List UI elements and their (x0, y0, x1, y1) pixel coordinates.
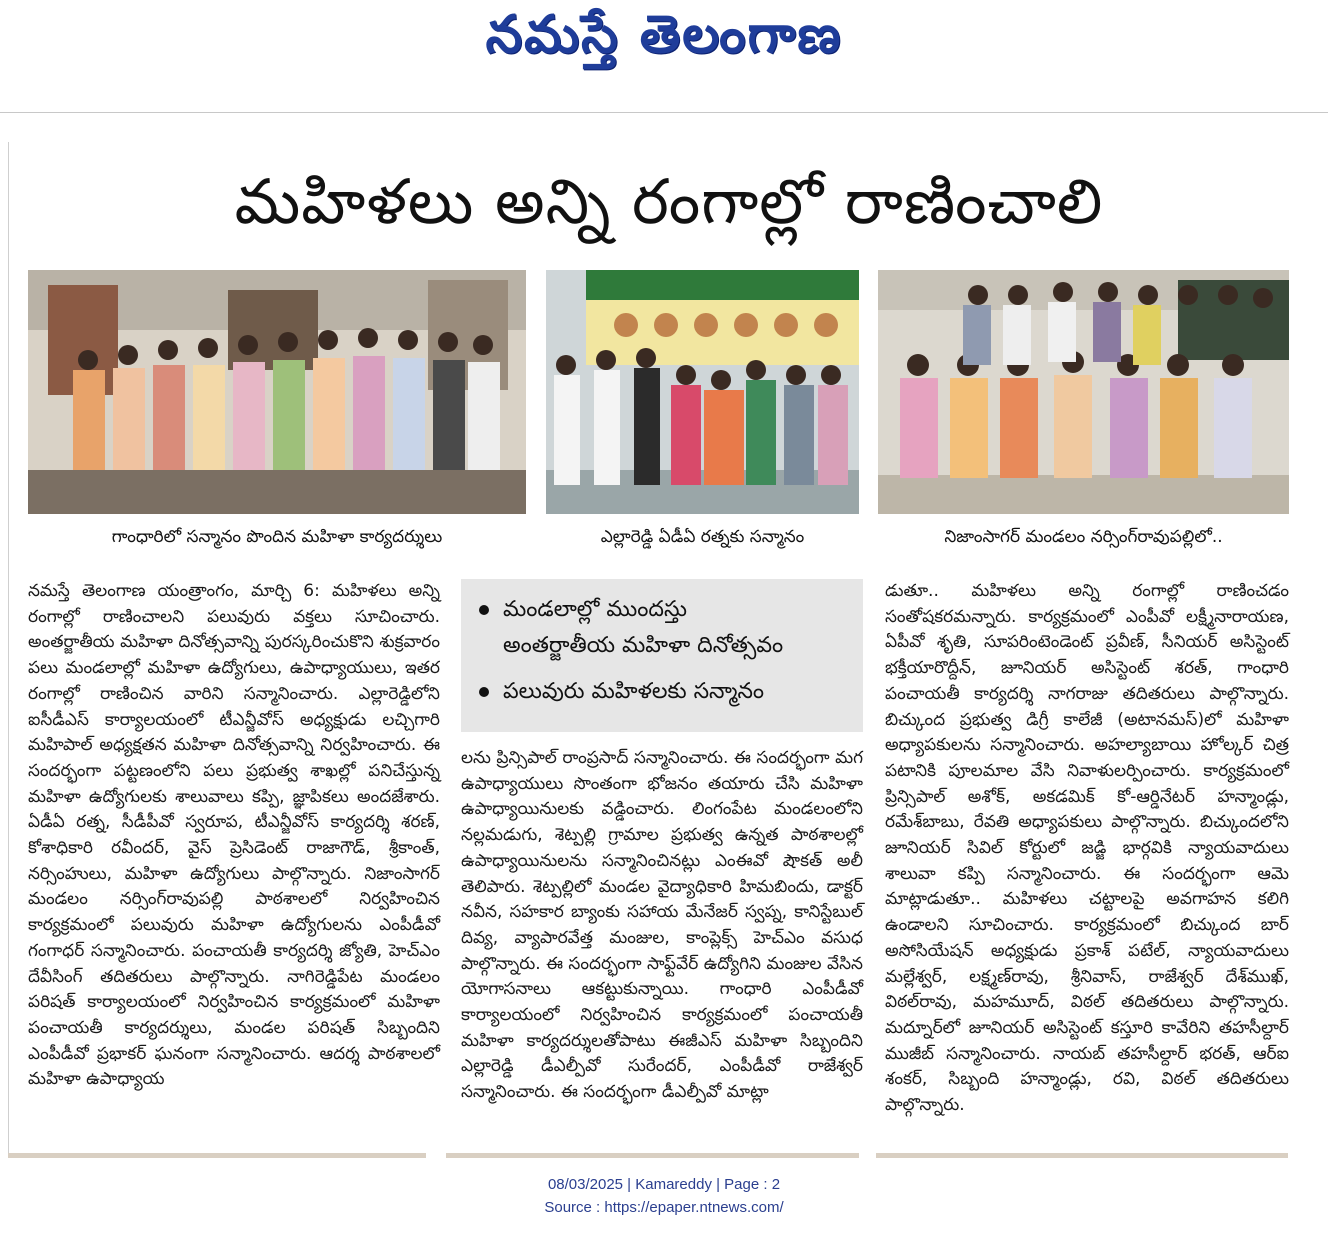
article-column-1: నమస్తే తెలంగాణ యంత్రాంగం, మార్చి 6: మహిళలు అన్ని రంగాల్లో రాణించాలని పలువురు వక్తలు సూచించారు. అంతర్జాతీయ మహిళా దినోత్సవాన్ని పురస్కరించుకొని శుక్రవారం పలు మండలాల్లో మహిళా ఉద్యోగులు, ఉపాధ్యాయులు, ఇతర రంగాల్లో రాణించిన వారిని సన్మానించారు. ఎల్లారెడ్డిలోని ఐసీడీఎస్ కార్యాలయంలో టీఎన్జీవోస్ అధ్యక్షుడు లచ్చిగారి మహిపాల్ అధ్యక్షతన మహిళా దినోత్సవాన్ని నిర్వహించారు. ఈ సందర్భంగా పట్టణంలోని పలు ప్రభుత్వ శాఖల్లో పనిచేస్తున్న మహిళా ఉద్యోగులకు శాలువాలు కప్పి, జ్ఞాపికలు అందజేశారు. ఏడీఏ రత్న, సీడీపీవో స్వరూప, టీఎన్జీవోస్ కార్యదర్శి శరణ్, కోశాధికారి రవీందర్, వైస్ ప్రెసిడెంట్ రాజాగౌడ్, శ్రీకాంత్, నర్సింహులు, మహిళా ఉద్యోగులు పాల్గొన్నారు. నిజాంసాగర్ మండలం నర్సింగ్‌రావుపల్లి పాఠశాలలో నిర్వహించిన కార్యక్రమంలో పలువురు మహిళా ఉద్యోగులను ఎంపీడీవో గంగాధర్ సన్మానించారు. పంచాయతీ కార్యదర్శి జ్యోతి, హెచ్ఎం దేవీసింగ్ తదితరులు పాల్గొన్నారు. నాగిరెడ్డిపేట మండలం పరిషత్ కార్యాలయంలో నిర్వహించిన కార్యక్రమంలో మహిళా పంచాయతీ కార్యదర్శులు, మండల పరిషత్ సిబ్బందిని ఎంపీడీవో ప్రభాకర్ ఘనంగా సన్మానించారు. ఆదర్శ పాఠశాలలో మహిళా ఉపాధ్యాయ (28, 581, 440, 1090)
highlight-box (461, 579, 863, 732)
divider (8, 1153, 426, 1158)
highlight-item: మండలాల్లో ముందస్తు (479, 593, 687, 627)
highlight-item: పలువురు మహిళలకు సన్మానం (479, 675, 764, 709)
footer-source-link[interactable]: Source : https://epaper.ntnews.com/ (544, 1199, 784, 1216)
bullet-icon (479, 605, 489, 615)
photo-caption: గాంధారిలో సన్మానం పొందిన మహిళా కార్యదర్శులు (111, 527, 443, 547)
photo-caption: ఎల్లారెడ్డి ఏడీఏ రత్నకు సన్మానం (600, 527, 805, 547)
article-headline: మహిళలు అన్ని రంగాల్లో రాణించాలి (234, 165, 1104, 238)
highlight-item-continuation: అంతర్జాతీయ మహిళా దినోత్సవం (503, 633, 784, 658)
divider (876, 1153, 1288, 1158)
photo-gandhari-group (28, 270, 526, 514)
photo-yellareddy-felicitation (546, 270, 859, 514)
newspaper-logo: నమస్తే తెలంగాణ (485, 4, 843, 65)
photo-nizamsagar-group (878, 270, 1289, 514)
footer-date-edition: 08/03/2025 | Kamareddy | Page : 2 (547, 1176, 781, 1193)
article-column-2: లను ప్రిన్సిపాల్ రాంప్రసాద్ సన్మానించారు. ఈ సందర్భంగా మగ ఉపాధ్యాయులు సొంతంగా భోజనం తయారు చేసి మహిళా ఉపాధ్యాయినులకు వడ్డించారు. లింగంపేట మండలంలోని నల్లమడుగు, శెట్పల్లి గ్రామాల ప్రభుత్వ ఉన్నత పాఠశాలల్లో ఉపాధ్యాయినులను సన్మానించినట్లు ఎంఈవో షౌకత్ అలీ తెలిపారు. శెట్పల్లిలో మండల వైద్యాధికారి హిమబిందు, డాక్టర్ నవీన, సహకార బ్యాంకు సహాయ మేనేజర్ స్వప్న, కానిస్టేబుల్ దివ్య, వ్యాపారవేత్త మంజుల, కాంప్లెక్స్ హెచ్ఎం వసుధ పాల్గొన్నారు. ఈ సందర్భంగా సాఫ్ట్‌వేర్ ఉద్యోగిని మంజుల వేసిన యోగాసనాలు ఆకట్టుకున్నాయి. గాంధారి ఎంపీడీవో కార్యాలయంలో నిర్వహించిన కార్యక్రమంలో పంచాయతీ మహిళా కార్యదర్శులతోపాటు ఈజీఎస్ మహిళా సిబ్బందిని ఎల్లారెడ్డి డీఎల్పీవో సురేందర్, ఎంపీడీవో రాజేశ్వర్ సన్మానించారు. ఈ సందర్భంగా డీఎల్పీవో మాట్లా (461, 748, 863, 1103)
masthead (0, 0, 1328, 113)
article-column-3: డుతూ.. మహిళలు అన్ని రంగాల్లో రాణించడం సంతోషకరమన్నారు. కార్యక్రమంలో ఎంపీవో లక్ష్మీనారాయణ, ఏపీవో శృతి, సూపరింటెండెంట్ ప్రవీణ్, సీనియర్ అసిస్టెంట్ భక్తీయారొద్దీన్, జూనియర్ అసిస్టెంట్ శరత్, గాంధారి పంచాయతీ కార్యదర్శి నాగరాజు తదితరులు పాల్గొన్నారు. బిచ్కుంద ప్రభుత్వ డిగ్రీ కాలేజీ (అటానమస్)లో మహిళా అధ్యాపకులను సన్మానించారు. అహల్యాబాయి హోల్కర్ చిత్ర పటానికి పూలమాల వేసి నివాళులర్పించారు. కార్యక్రమంలో ప్రిన్సిపాల్ అశోక్, అకడమిక్ కో-ఆర్డినేటర్ హన్మాండ్లు, రమేశ్‌బాబు, రేవతి అధ్యాపకులు పాల్గొన్నారు. బిచ్కుందలోని జూనియర్ సివిల్ కోర్టులో జడ్జి భార్గవికి న్యాయవాదులు శాలువా కప్పి సన్మానించారు. ఈ సందర్భంగా ఆమె మాట్లాడుతూ.. మహిళలు చట్టాలపై అవగాహన కలిగి ఉండాలని సూచించారు. కార్యక్రమంలో బిచ్కుంద బార్ అసోసియేషన్ అధ్యక్షుడు ప్రకాశ్ పటేల్, న్యాయవాదులు మల్లేశ్వర్, లక్ష్మణ్‌రావు, శ్రీనివాస్, రాజేశ్వర్ దేశ్‌ముఖ్, విఠల్‌రావు, మహమూద్, విఠల్ తదితరులు పాల్గొన్నారు. మద్నూర్‌లో జూనియర్ అసిస్టెంట్ కస్తూరి కావేరిని తహసీల్దార్ ముజీబ్ సన్మానించారు. నాయబ్ తహసీల్దార్ భరత్, ఆర్ఐ శంకర్, సిబ్బంది హన్మాండ్లు, రవి, విఠల్ తదితరులు పాల్గొన్నారు. (885, 581, 1289, 1116)
news-clipping (8, 142, 1311, 1156)
divider (446, 1153, 859, 1158)
photo-caption: నిజాంసాగర్ మండలం నర్సింగ్‌రావుపల్లిలో.. (944, 527, 1223, 547)
bullet-icon (479, 687, 489, 697)
